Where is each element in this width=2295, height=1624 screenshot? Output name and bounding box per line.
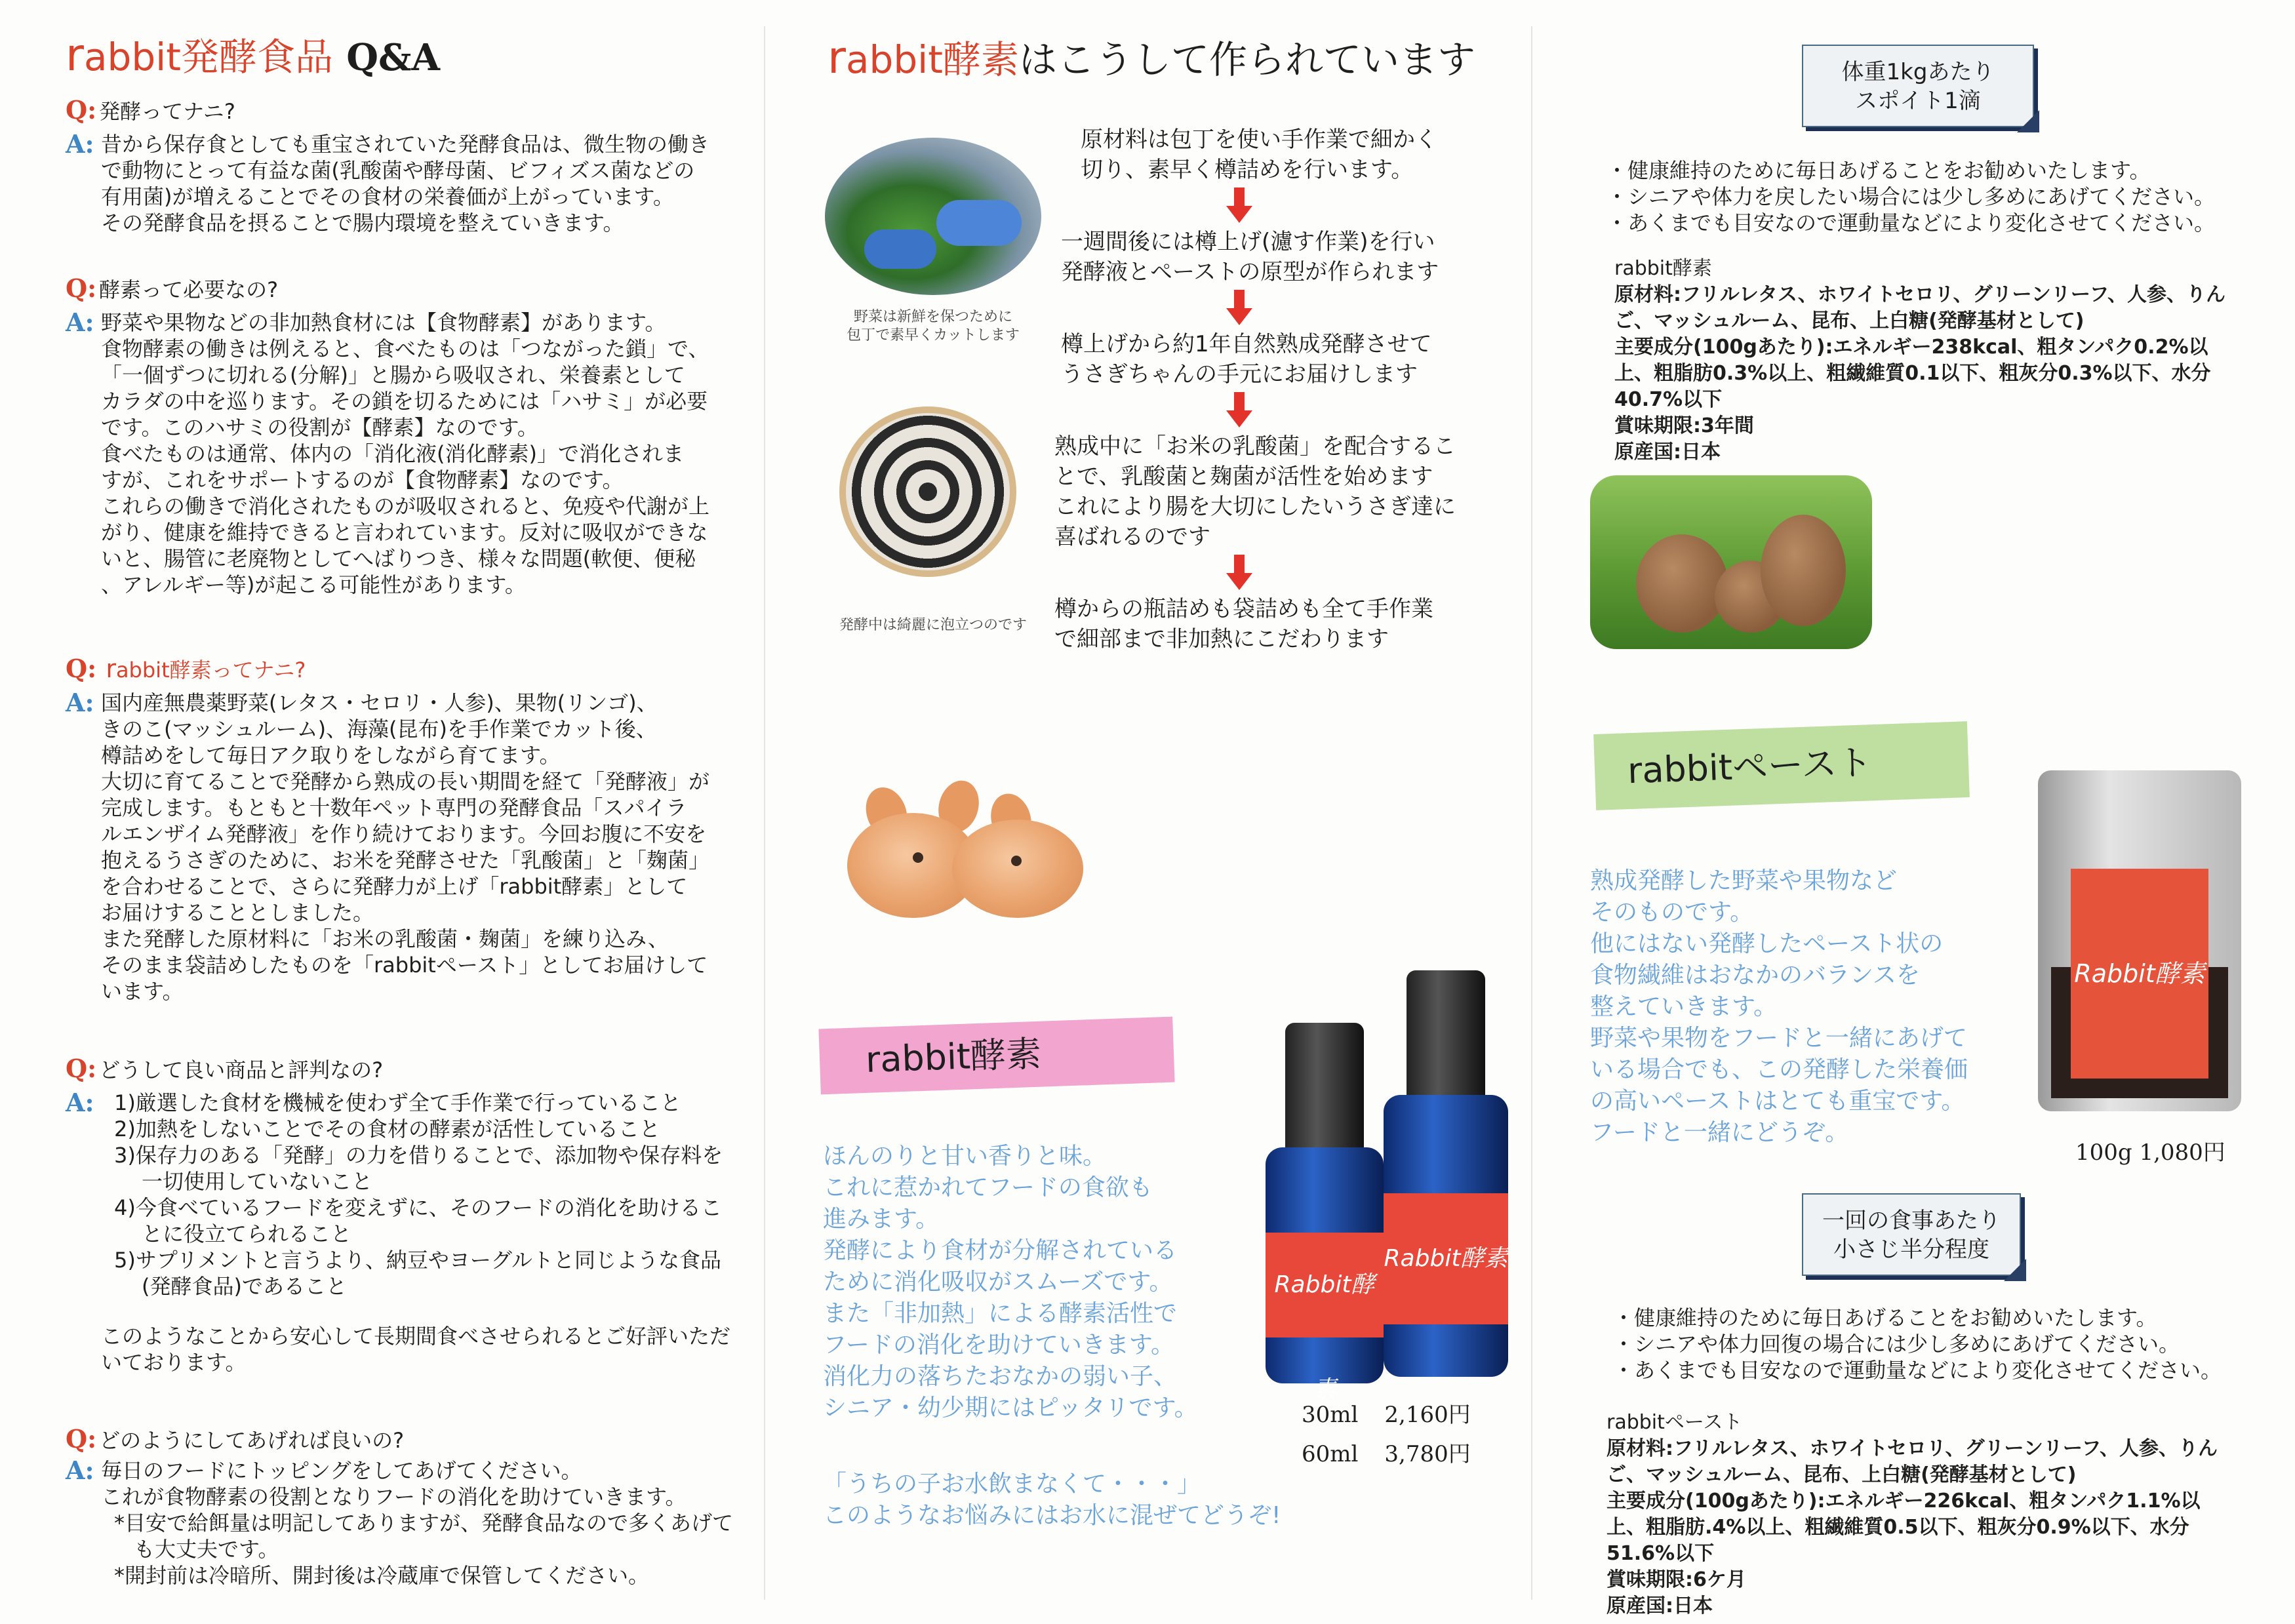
paste-usage-bullets: ・健康維持のために毎日あげることをお勧めいたします。 ・シニアや体力回復の場合には少し多めにあげてください。 ・あくまでも目安なので運動量などにより変化させてください。 (1613, 1305, 2222, 1383)
fermentation-photo (839, 406, 1016, 577)
qa-item-2: Q: 酵素って必要なの? A: 野菜や果物などの非加熱食材には【食物酵素】があります。 食物酵素の働きは例えると、食べたものは「つながった鎖」で、 「一個ずつに切れる(分解)」と腸から吸収され、栄養素として カラダの中を巡ります。その鎖を切るためには「ハサミ」が必要 です。このハサミの役割が【酵素】なのです。 食べたものは通常、体内の「消化液(消化酵素)」で消化されま すが、これをサポートするのが【食物酵素】なのです。 これらの働きで消化されたものが吸収されると、免疫や代謝が上 がり、健康を維持できると言われています。反対に吸収ができな いと、腸管に老廃物としてへばりつき、様々な問題(軟便、便秘 、アレルギー等)が起こる可能性があります。 (66, 273, 710, 597)
enzyme-price-60ml: 60ml 3,780円 (1302, 1441, 1471, 1467)
down-arrow-icon (1226, 555, 1252, 591)
qa-item-3: Q: rabbit酵素ってナニ? A: 国内産無農薬野菜(レタス・セロリ・人参)、果物(リンゴ)、 きのこ(マッシュルーム)、海藻(昆布)を手作業でカット後、 樽詰めをして毎日アク取りをしながら育てます。 大切に育てることで発酵から熟成の長い期間を経て「発酵液」が 完成します。もともと十数年ペット専門の発酵食品「スパイラ ルエンザイム発酵液」を作り続けております。今回お腹に不安を 抱えるうさぎのために、お米を発酵させた「乳酸菌」と「麹菌」 を合わせることで、さらに発酵力が上げ「rabbit酵素」として お届けすることとしました。 また発酵した原材料に「お米の乳酸菌・麹菌」を練り込み、 そのまま袋詰めしたものを「rabbitペースト」としてお届けして います。 (66, 654, 710, 1004)
enzyme-bottle-60ml: Rabbit酵素 (1377, 970, 1515, 1377)
paste-spec: rabbitペースト 原材料:フリルレタス、ホワイトセロリ、グリーンリーフ、人参、りんご、マッシュルーム、昆布、上白糖(発酵基材として) 主要成分(100gあたり):エネルギー226kcal、粗タンパク1.1%以上、粗脂肪.4%以上、粗繊維質0.5以下、粗灰分0.9%以下、水分51.6%以下 賞味期限:6ケ月 原産国:日本 (1606, 1411, 2218, 1617)
paste-price: 100g 1,080円 (2075, 1139, 2225, 1166)
question: どのようにしてあげれば良いの? (99, 1428, 405, 1453)
caption-vegetables: 野菜は新鮮を保つために 包丁で素早くカットします (847, 309, 1020, 344)
enzyme-label: rabbit酵素 (818, 1017, 1174, 1095)
qa-item-5: Q: どのようにしてあげれば良いの? A: 毎日のフードにトッピングをしてあげてください。 これが食物酵素の役割となりフードの消化を助けていきます。 *目安で給餌量は明記してありますが、発酵食品なので多くあげても大丈夫です。 *開封前は冷暗所、開封後は冷蔵庫で保管してください。 (66, 1424, 734, 1588)
qa-title: rabbit発酵食品 Q&A (66, 30, 440, 81)
qa-panel (0, 0, 764, 1624)
paste-description: 熟成発酵した野菜や果物など そのものです。 他にはない発酵したペースト状の 食物繊維はおなかのバランスを 整えていきます。 野菜や果物をフードと一緒にあげて いる場合でも、この発酵した栄養価 の高いペーストはとても重宝です。 フードと一緒にどうぞ。 (1590, 867, 1968, 1146)
paste-dose-note: 一回の食事あたり 小さじ半分程度 (1802, 1193, 2021, 1276)
paste-label: rabbitペースト (1593, 721, 1970, 810)
enzyme-usage-bullets: ・健康維持のために毎日あげることをお勧めいたします。 ・シニアや体力を戻したい場合には少し多めにあげてください。 ・あくまでも目安なので運動量などにより変化させてください。 (1606, 158, 2216, 235)
divider (1531, 26, 1532, 1600)
down-arrow-icon (1226, 392, 1252, 429)
process-flow (1054, 125, 1520, 654)
process-step-1: 原材料は包丁を使い手作業で細かく 切り、素早く樽詰めを行います。 (1081, 127, 1437, 183)
question: 酵素って必要なの? (99, 277, 279, 302)
process-title: rabbit酵素はこうして作られています (828, 32, 1476, 84)
question: abbit酵素ってナニ? (115, 658, 306, 683)
vegetable-cutting-photo (825, 138, 1041, 295)
question: どうして良い商品と評判なの? (99, 1058, 384, 1082)
question: 発酵ってナニ? (99, 99, 235, 124)
qa-item-1: Q: 発酵ってナニ? A: 昔から保存食としても重宝されていた発酵食品は、微生物の働き で動物にとって有益な菌(乳酸菌や酵母菌、ビフィズス菌などの 有用菌)が増えることでその食材の栄養価が上がっています。 その発酵食品を摂ることで腸内環境を整えていきます。 (66, 95, 710, 235)
process-step-2: 一週間後には樽上げ(濾す作業)を行い 発酵液とペーストの原型が作られます (1061, 229, 1439, 285)
process-step-4: 熟成中に「お米の乳酸菌」を配合することで、乳酸菌と麹菌が活性を始めます これにより腸を大切にしたいうさぎ達に喜ばれるのです (1054, 433, 1456, 550)
enzyme-description: ほんのりと甘い香りと味。 これに惹かれてフードの食欲も 進みます。 発酵により食材が分解されている ために消化吸収がスムーズです。 また「非加熱」による酵素活性で フードの消化を助けていきます。 消化力の落ちたおなかの弱い子、 シニア・幼少期にはピッタリです。 (823, 1143, 1198, 1421)
qa-item-4: Q: どうして良い商品と評判なの? A: 1)厳選した食材を機械を使わず全て手作業で行っていること 2)加熱をしないことでその食材の酵素が活性していること 3)保存力のある「発酵」の力を借りることで、添加物や保存料を一切使用していないこと 4)今食べているフードを変えずに、そのフードの消化を助けることに役立てられること 5)サプリメントと言うより、納豆やヨーグルトと同じような食品(発酵食品)であること このようなことから安心して長期間食べさせられるとご好評いただいております。 (66, 1054, 731, 1375)
enzyme-price-30ml: 30ml 2,160円 (1302, 1402, 1471, 1428)
down-arrow-icon (1226, 290, 1252, 327)
down-arrow-icon (1226, 188, 1252, 224)
enzyme-dose-note: 体重1kgあたり スポイト1滴 (1802, 45, 2034, 127)
enzyme-bottle-30ml: Rabbit酵素 (1259, 1023, 1390, 1383)
enzyme-spec: rabbit酵素 原材料:フリルレタス、ホワイトセロリ、グリーンリーフ、人参、りんご、マッシュルーム、昆布、上白糖(発酵基材として) 主要成分(100gあたり):エネルギー238kcal、粗タンパク0.2%以上、粗脂肪0.3%以上、粗繊維質0.1以下、粗灰分0.3%以下、水分40.7%以下 賞味期限:3年間 原産国:日本 (1614, 257, 2225, 464)
process-step-3: 樽上げから約1年自然熟成発酵させて うさぎちゃんの手元にお届けします (1061, 331, 1432, 387)
water-note: 「うちの子お水飲まなくて・・・」 このようなお悩みにはお水に混ぜてどうぞ! (823, 1471, 1281, 1529)
divider (764, 26, 765, 1600)
paste-pouch: Rabbit酵素 (2038, 770, 2241, 1111)
rabbits-meadow-photo (1590, 475, 1872, 649)
baby-rabbits-photo (841, 774, 1090, 924)
caption-fermentation: 発酵中は綺麗に泡立つのです (839, 617, 1027, 633)
process-step-5: 樽からの瓶詰めも袋詰めも全て手作業 で細部まで非加熱にこだわります (1054, 596, 1433, 652)
